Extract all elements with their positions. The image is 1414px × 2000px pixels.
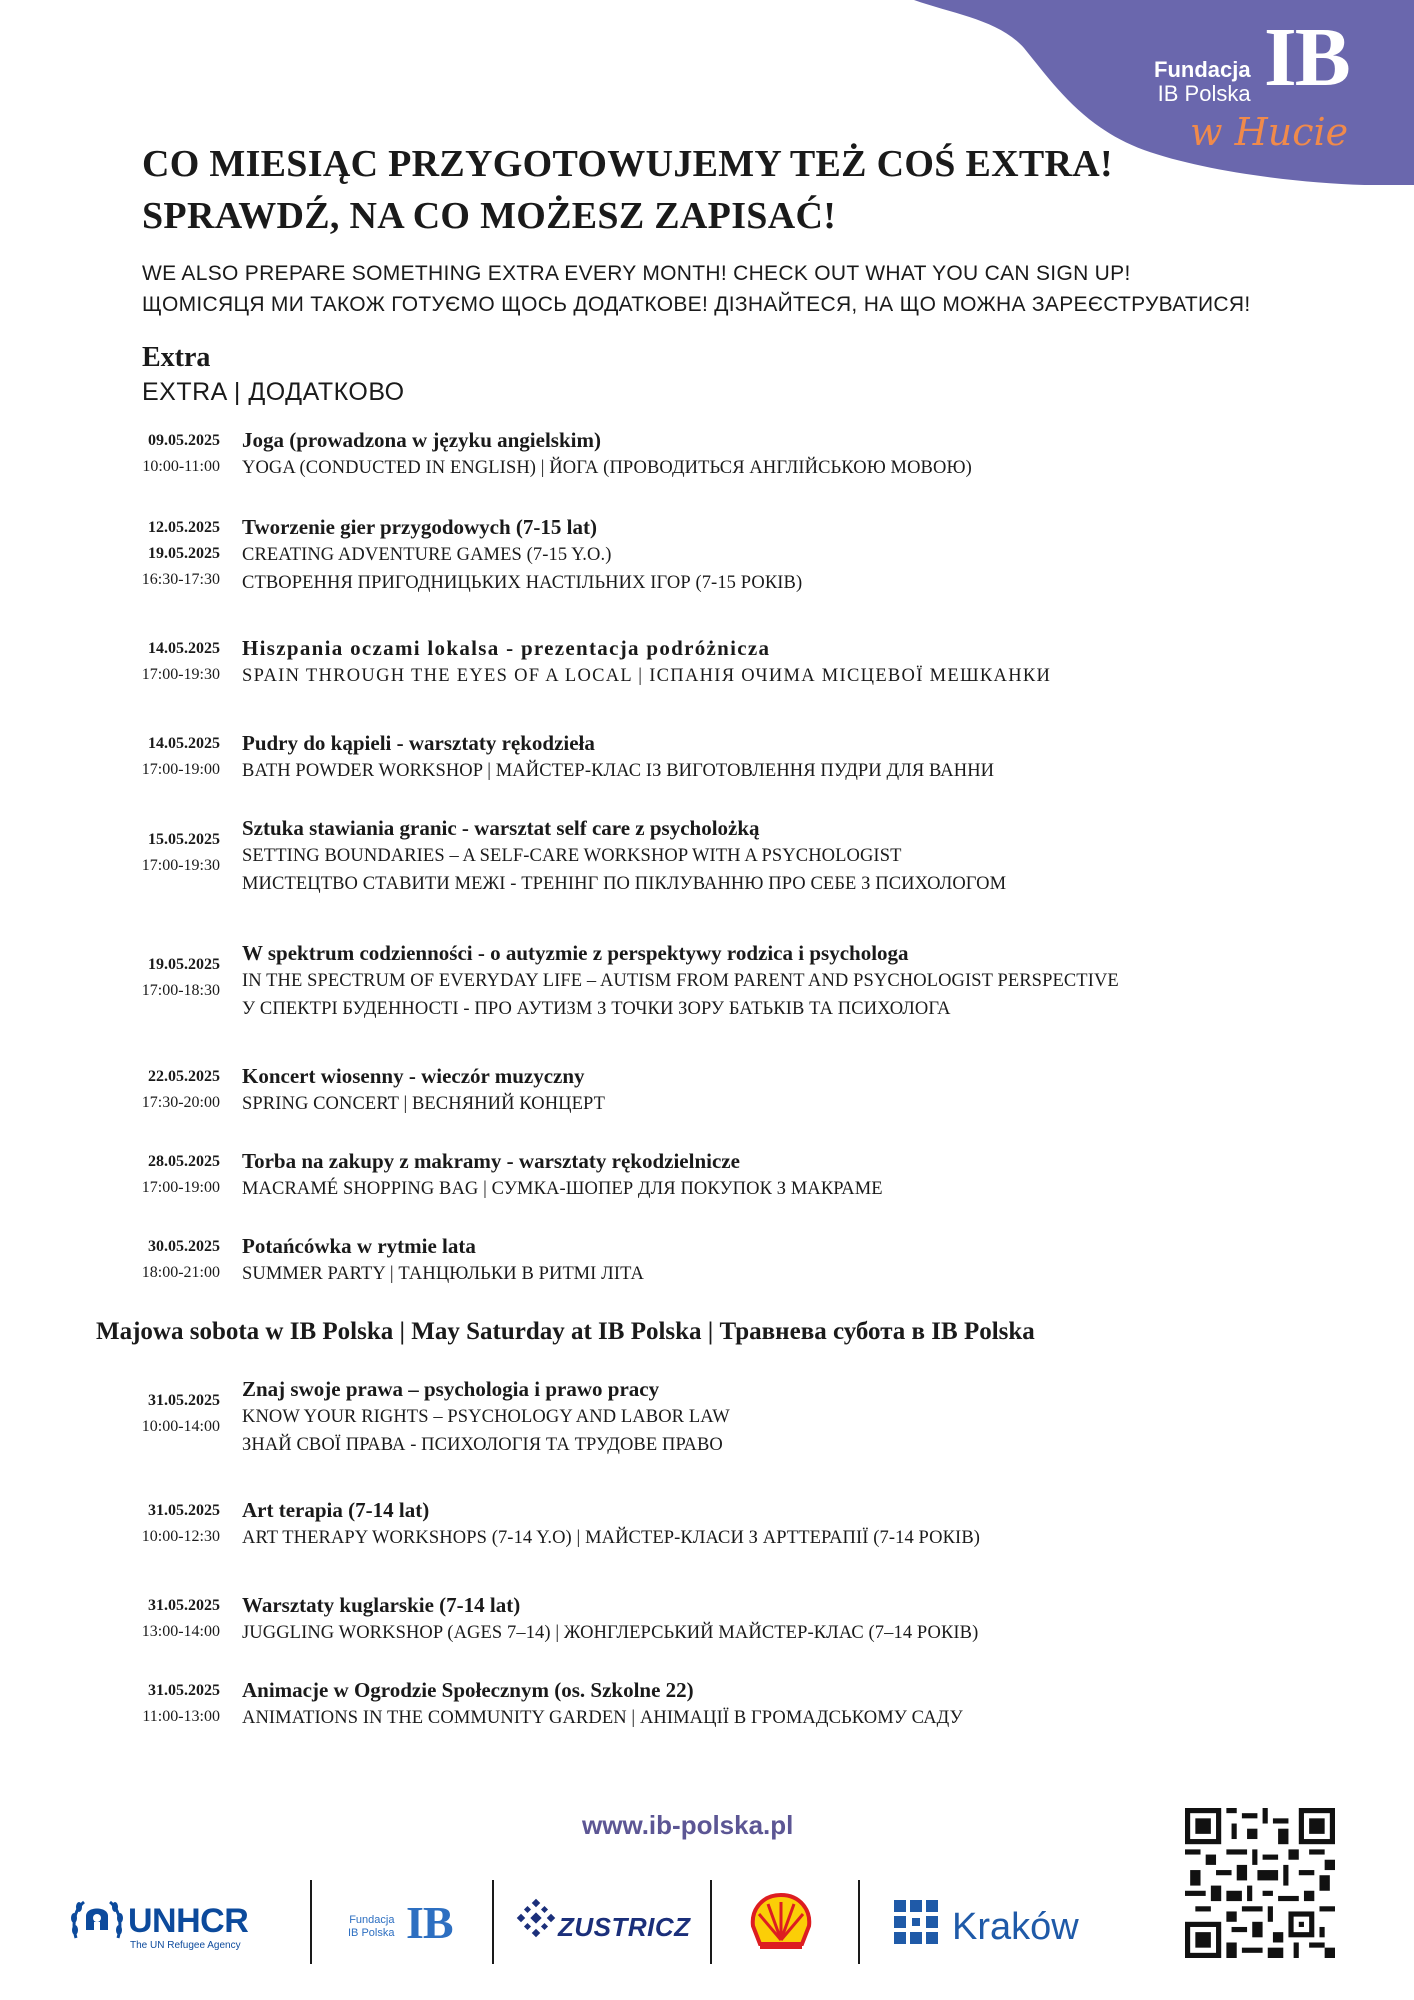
- brand-mark: IB: [1264, 11, 1349, 104]
- partner-logos: [0, 1880, 1414, 1990]
- event-title: Sztuka stawiania granic - warsztat self care z psycholożką: [242, 816, 760, 840]
- event-time: 10:00-14:00: [141, 1418, 220, 1435]
- ib-small-text: [348, 1914, 394, 1940]
- event-line: ANIMATIONS IN THE COMMUNITY GARDEN | АНІМАЦІЇ В ГРОМАДСЬКОМУ САДУ: [242, 1708, 963, 1728]
- event-details: [242, 1147, 883, 1203]
- event-date: 09.05.2025: [148, 432, 220, 449]
- event-when: [142, 731, 220, 783]
- ib-polska-logo[interactable]: [348, 1890, 458, 1956]
- section-title: Extra: [142, 342, 211, 373]
- zustricz-emblem-icon: [516, 1898, 556, 1938]
- event-time: 17:00-19:30: [141, 857, 220, 874]
- headline-line1: CO MIESIĄC PRZYGOTOWUJEMY TEŻ COŚ EXTRA!: [142, 143, 1113, 185]
- event-date: 31.05.2025: [148, 1597, 220, 1614]
- event-time: 17:30-20:00: [141, 1094, 220, 1111]
- event-when: [142, 636, 220, 688]
- logo-divider: [710, 1880, 712, 1964]
- unhcr-tagline: The UN Refugee Agency: [130, 1940, 241, 1951]
- logo-divider: [310, 1880, 312, 1964]
- event-when: [142, 1064, 220, 1116]
- event-details: [242, 814, 1006, 898]
- ib-small-mark: IB: [406, 1897, 453, 1948]
- event-details: [242, 513, 802, 597]
- zustricz-name: ZUSTRICZ: [558, 1912, 691, 1942]
- event-when: [142, 1678, 220, 1730]
- section-subtitle: EXTRA | ДОДАТКОВО: [142, 378, 405, 406]
- event-title: W spektrum codzienności - o autyzmie z perspektywy rodzica i psychologa: [242, 941, 909, 965]
- krakow-logo[interactable]: [894, 1890, 1104, 1956]
- event-line: SUMMER PARTY | ТАНЦЮЛЬКИ В РИТМІ ЛІТА: [242, 1264, 645, 1284]
- event-when: [142, 1593, 220, 1645]
- website-link[interactable]: www.ib-polska.pl: [582, 1810, 794, 1840]
- event-date: 12.05.2025: [148, 519, 220, 536]
- event-date: 15.05.2025: [148, 831, 220, 848]
- event-line: YOGA (CONDUCTED IN ENGLISH) | ЙОГА (ПРОВОДИТЬСЯ АНГЛІЙСЬКОЮ МОВОЮ): [242, 458, 972, 478]
- event-date: 19.05.2025: [148, 545, 220, 562]
- logo-divider: [492, 1880, 494, 1964]
- brand-line2: IB Polska: [1157, 81, 1251, 106]
- event-when: [142, 1388, 220, 1440]
- event-line: У СПЕКТРІ БУДЕННОСТІ - ПРО АУТИЗМ З ТОЧКИ ЗОРУ БАТЬКІВ ТА ПСИХОЛОГА: [242, 999, 951, 1019]
- headline-line2: SPRAWDŹ, NA CO MOŻESZ ZAPISAĆ!: [142, 195, 837, 237]
- brand-line1: Fundacja: [1154, 57, 1251, 82]
- event-title: Torba na zakupy z makramy - warsztaty rękodzielnicze: [242, 1149, 740, 1173]
- krakow-emblem-icon: [894, 1900, 938, 1944]
- logo-divider: [858, 1880, 860, 1964]
- event-details: [242, 1496, 980, 1552]
- event-line: СТВОРЕННЯ ПРИГОДНИЦЬКИХ НАСТІЛЬНИХ ІГОР (7-15 РОКІВ): [242, 573, 803, 593]
- event-when: [142, 952, 220, 1004]
- event-when: [142, 1498, 220, 1550]
- unhcr-name: UNHCR: [128, 1902, 249, 1940]
- event-date: 31.05.2025: [148, 1502, 220, 1519]
- event-when: [142, 1234, 220, 1286]
- headline: [142, 138, 1113, 242]
- event-details: [242, 1676, 963, 1732]
- unhcr-emblem-icon: [70, 1894, 124, 1950]
- event-line: KNOW YOUR RIGHTS – PSYCHOLOGY AND LABOR LAW: [242, 1407, 730, 1427]
- event-when: [142, 827, 220, 879]
- event-line: CREATING ADVENTURE GAMES (7-15 Y.O.): [242, 545, 612, 565]
- event-time: 10:00-11:00: [142, 458, 220, 475]
- event-date: 31.05.2025: [148, 1682, 220, 1699]
- event-details: [242, 1062, 605, 1118]
- event-time: 17:00-19:00: [141, 1179, 220, 1196]
- event-when: [142, 428, 220, 480]
- zustricz-logo[interactable]: [516, 1890, 706, 1956]
- event-title: Koncert wiosenny - wieczór muzyczny: [242, 1064, 585, 1088]
- event-line: SPAIN THROUGH THE EYES OF A LOCAL | ІСПАНІЯ ОЧИМА МІСЦЕВОЇ МЕШКАНКИ: [242, 666, 1052, 686]
- event-details: [242, 939, 1119, 1023]
- event-date: 28.05.2025: [148, 1153, 220, 1170]
- event-details: [242, 1375, 730, 1459]
- subheadline-uk: ЩОМІСЯЦЯ МИ ТАКОЖ ГОТУЄМО ЩОСЬ ДОДАТКОВЕ! ДІЗНАЙТЕСЯ, НА ЩО МОЖНА ЗАРЕЄСТРУВАТИСЯ!: [142, 293, 1251, 316]
- event-time: 18:00-21:00: [141, 1264, 220, 1281]
- event-line: BATH POWDER WORKSHOP | МАЙСТЕР-КЛАС ІЗ ВИГОТОВЛЕННЯ ПУДРИ ДЛЯ ВАННИ: [242, 761, 995, 781]
- event-time: 10:00-12:30: [141, 1528, 220, 1545]
- event-details: [242, 729, 994, 785]
- majowa-heading: Majowa sobota w IB Polska | May Saturday at IB Polska | Травнева субота в IB Polska: [96, 1318, 1035, 1345]
- event-details: [242, 1232, 644, 1288]
- event-date: 14.05.2025: [148, 735, 220, 752]
- event-time: 13:00-14:00: [141, 1623, 220, 1640]
- event-date: 19.05.2025: [148, 956, 220, 973]
- event-title: Animacje w Ogrodzie Społecznym (os. Szkolne 22): [242, 1678, 694, 1702]
- subheadline-en: WE ALSO PREPARE SOMETHING EXTRA EVERY MONTH! CHECK OUT WHAT YOU CAN SIGN UP!: [142, 262, 1131, 285]
- brand-location: w Hucie: [1190, 110, 1349, 154]
- shell-pecten-icon: [748, 1892, 814, 1952]
- krakow-name: Kraków: [952, 1906, 1079, 1948]
- subheadline: [142, 258, 1250, 320]
- event-time: 11:00-13:00: [142, 1708, 220, 1725]
- event-title: Hiszpania oczami lokalsa - prezentacja podróżnicza: [242, 636, 771, 660]
- event-time: 17:00-18:30: [141, 982, 220, 999]
- shell-logo[interactable]: [748, 1892, 818, 1954]
- event-line: ЗНАЙ СВОЇ ПРАВА - ПСИХОЛОГІЯ ТА ТРУДОВЕ ПРАВО: [242, 1435, 723, 1455]
- event-line: SETTING BOUNDARIES – A SELF-CARE WORKSHOP WITH A PSYCHOLOGIST: [242, 846, 902, 866]
- event-title: Potańcówka w rytmie lata: [242, 1234, 476, 1258]
- ib-small-line2: IB Polska: [348, 1927, 395, 1939]
- event-title: Pudry do kąpieli - warsztaty rękodzieła: [242, 731, 595, 755]
- event-title: Znaj swoje prawa – psychologia i prawo pracy: [242, 1377, 660, 1401]
- event-line: ART THERAPY WORKSHOPS (7-14 Y.O) | МАЙСТЕР-КЛАСИ З АРТТЕРАПІЇ (7-14 РОКІВ): [242, 1528, 981, 1548]
- event-date: 30.05.2025: [148, 1238, 220, 1255]
- event-title: Tworzenie gier przygodowych (7-15 lat): [242, 515, 597, 539]
- ib-small-line1: Fundacja: [349, 1914, 395, 1926]
- brand-text: [1154, 58, 1251, 106]
- event-details: [242, 634, 1051, 690]
- event-line: IN THE SPECTRUM OF EVERYDAY LIFE – AUTISM FROM PARENT AND PSYCHOLOGIST PERSPECTIVE: [242, 971, 1119, 991]
- event-title: Art terapia (7-14 lat): [242, 1498, 430, 1522]
- brand-logo[interactable]: [1142, 10, 1362, 160]
- event-date: 31.05.2025: [148, 1392, 220, 1409]
- event-line: SPRING CONCERT | ВЕСНЯНИЙ КОНЦЕРТ: [242, 1094, 606, 1114]
- event-time: 16:30-17:30: [141, 571, 220, 588]
- event-date: 22.05.2025: [148, 1068, 220, 1085]
- event-details: [242, 426, 972, 482]
- event-title: Joga (prowadzona w języku angielskim): [242, 428, 601, 452]
- event-line: JUGGLING WORKSHOP (AGES 7–14) | ЖОНГЛЕРСЬКИЙ МАЙСТЕР-КЛАС (7–14 РОКІВ): [242, 1623, 979, 1643]
- event-time: 17:00-19:00: [141, 761, 220, 778]
- event-when: [142, 1149, 220, 1201]
- event-line: MACRAMÉ SHOPPING BAG | СУМКА-ШОПЕР ДЛЯ ПОКУПОК З МАКРАМЕ: [242, 1179, 883, 1199]
- event-line: МИСТЕЦТВО СТАВИТИ МЕЖІ - ТРЕНІНГ ПО ПІКЛУВАННЮ ПРО СЕБЕ З ПСИХОЛОГОМ: [242, 874, 1007, 894]
- unhcr-logo[interactable]: [70, 1888, 280, 1958]
- event-date: 14.05.2025: [148, 640, 220, 657]
- event-title: Warsztaty kuglarskie (7-14 lat): [242, 1593, 521, 1617]
- event-time: 17:00-19:30: [141, 666, 220, 683]
- event-when: [142, 515, 220, 593]
- event-details: [242, 1591, 978, 1647]
